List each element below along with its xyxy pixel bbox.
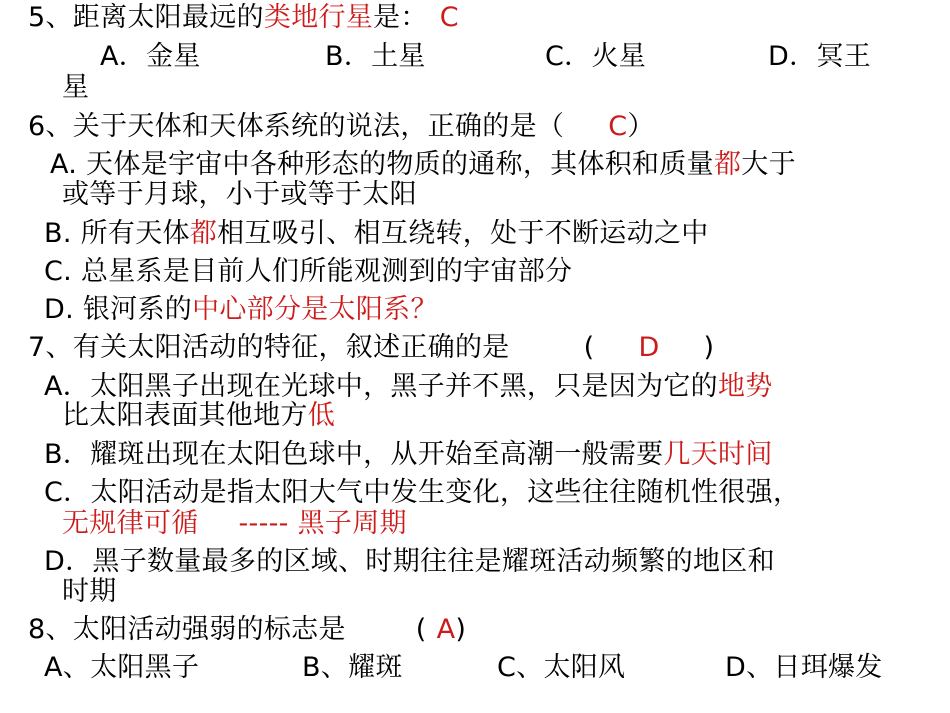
- q5-stem-highlight: 类地行星: [263, 2, 374, 33]
- q7-option-b: [44, 439, 773, 471]
- q6-stem: [28, 111, 655, 143]
- q7-option-a-text: A．太阳黑子出现在光球中，黑子并不黑，只是因为它的: [44, 371, 718, 402]
- q7-option-c: C．太阳活动是指太阳大气中发生变化，这些往往随机性很强，: [44, 477, 801, 508]
- q6-option-d-highlight: 中心部分是太阳系？: [192, 294, 438, 325]
- q7-stem-text: 、有关太阳活动的特征，叙述正确的是: [45, 332, 510, 363]
- q5-answer: C: [439, 2, 459, 33]
- q7-option-a-continued: [62, 400, 335, 432]
- q6-number: 6: [28, 111, 46, 142]
- q8-number: 8: [28, 614, 46, 645]
- q7-option-a: [44, 371, 773, 403]
- q6-option-a-highlight: 都: [713, 149, 742, 180]
- q5-option-d-continued: 星: [62, 72, 90, 103]
- q6-option-b-highlight: 都: [189, 218, 218, 249]
- q7-option-d-continued: 时期: [62, 576, 117, 607]
- q8-open-paren: (: [415, 614, 427, 645]
- q7-stem: [28, 332, 714, 364]
- q8-option-d: D、日珥爆发: [725, 652, 883, 683]
- q7-option-c-highlight: 无规律可循: [62, 508, 199, 539]
- q6-option-a-text: A. 天体是宇宙中各种形态的物质的通称，其体积和质量: [50, 149, 714, 180]
- q7-close-paren: ): [703, 332, 715, 363]
- q6-option-a-continued: 或等于月球，小于或等于太阳: [62, 179, 417, 210]
- q5-option-c: C．火星: [545, 41, 647, 72]
- q8-option-c: C、太阳风: [497, 652, 626, 683]
- q6-option-b: [44, 218, 709, 250]
- q5-number: 5: [28, 2, 46, 33]
- q7-answer: D: [638, 332, 660, 363]
- q6-option-b-text-end: 相互吸引、相互绕转，处于不断运动之中: [217, 218, 709, 249]
- q6-option-d: [44, 294, 438, 326]
- q7-open-paren: (: [583, 332, 595, 363]
- q6-option-b-text: B. 所有天体: [44, 218, 190, 249]
- q5-stem: [28, 2, 459, 34]
- q8-option-a: A、太阳黑子: [44, 652, 200, 683]
- q8-answer: A: [436, 614, 456, 645]
- q6-close-paren: ）: [627, 111, 655, 142]
- q7-option-b-highlight: 几天时间: [663, 439, 773, 470]
- q8-stem: [28, 614, 466, 646]
- q6-option-a-text-end: 大于: [741, 149, 796, 180]
- q5-option-b: B．土星: [325, 41, 426, 72]
- q7-option-d: D．黑子数量最多的区域、时期往往是耀斑活动频繁的地区和: [44, 546, 775, 577]
- q5-option-d: D．冥王: [768, 41, 871, 72]
- q6-option-d-text: D. 银河系的: [44, 294, 193, 325]
- q5-option-a: A．金星: [100, 41, 201, 72]
- q7-option-a-text-cont: 比太阳表面其他地方: [62, 400, 308, 431]
- q7-option-b-text: B．耀斑出现在太阳色球中，从开始至高潮一般需要: [44, 439, 664, 470]
- q8-stem-text: 、太阳活动强弱的标志是: [45, 614, 346, 645]
- q7-option-a-highlight: 地势: [717, 371, 773, 402]
- q6-option-a: [50, 149, 796, 181]
- q5-stem-text-a: 、距离太阳最远的: [45, 2, 264, 33]
- q6-stem-text: 、关于天体和天体系统的说法，正确的是（: [45, 111, 565, 142]
- q7-option-a-highlight-2: 低: [307, 400, 336, 431]
- q8-option-b: B、耀斑: [302, 652, 403, 683]
- q8-close-paren: ): [455, 614, 467, 645]
- q7-number: 7: [28, 332, 46, 363]
- q7-option-c-note: ----- 黑子周期: [238, 508, 407, 539]
- q7-option-c-continued: [62, 508, 407, 540]
- q6-option-c: C. 总星系是目前人们所能观测到的宇宙部分: [44, 256, 573, 287]
- q6-answer: C: [608, 111, 628, 142]
- q5-stem-text-b: 是：: [373, 2, 428, 33]
